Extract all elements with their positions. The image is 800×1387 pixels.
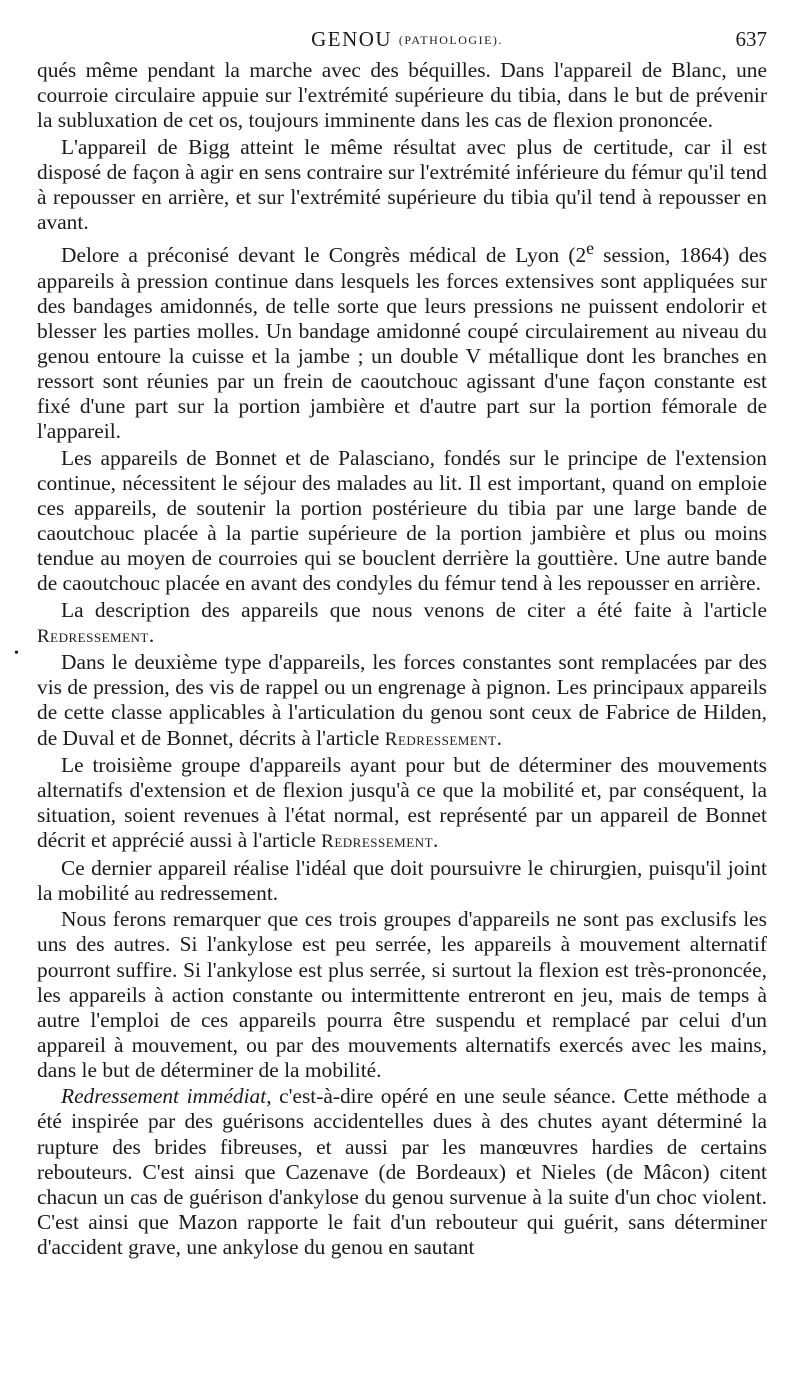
paragraph-9	[37, 907, 767, 1083]
superscript-e: e	[586, 238, 595, 259]
paragraph-text: session, 1864) des appareils à pression continue dans lesquels les forces extensives sont appliquées sur des bandages amidonnés, de telle sorte que leurs pressions ne puissent endolorir et blesser les parties molles. Un bandage amidonné coupé circulairement au niveau du genou entoure la cuisse et la jambe ; un double V métallique dont les branches en ressort sont réunies par un frein de caoutchouc agissant d'une façon constante est fixé d'une part sur la portion jambière et d'autre part sur la portion fémorale de l'appareil.	[37, 243, 767, 444]
paragraph-text: Les appareils de Bonnet et de Palasciano, fondés sur le principe de l'extension continue, nécessitent le séjour des malades au lit. Il est important, quand on emploie ces appareils, de soutenir la portion postérieure du tibia par une large bande de caoutchouc placée à la partie supérieure de la portion jambière et plus ou moins tendue au moyen de courroies qui se bouclent derrière la gouttière. Une autre bande de caoutchouc placée en avant des condyles du fémur tend à les repousser en arrière.	[37, 445, 767, 596]
paragraph-text: .	[433, 828, 439, 853]
paragraph-text: qués même pendant la marche avec des béquilles. Dans l'appareil de Blanc, une courroie circulaire appuie sur l'extrémité supérieure du tibia, dans le but de prévenir la subluxation de cet os, toujours imminente dans les cas de flexion prononcée.	[37, 58, 767, 133]
running-title-subtitle: (PATHOLOGIE).	[398, 33, 503, 47]
margin-mark: •	[14, 646, 19, 661]
page-number: 637	[735, 27, 767, 51]
paragraph-text: Le troisième groupe d'appareils ayant pour but de déterminer des mouvements alternatifs d'extension et de flexion jusqu'à ce que la mobilité et, par conséquent, la situation, soient revenues à l'état normal, est représenté par un appareil de Bonnet décrit et apprécié aussi à l'article	[37, 753, 767, 853]
page-header	[37, 0, 767, 58]
cross-reference: Redressement	[384, 728, 497, 750]
cross-reference: Redressement	[37, 625, 149, 647]
paragraph-1	[37, 58, 767, 133]
running-title-main: GENOU	[311, 27, 393, 51]
paragraph-3	[37, 236, 767, 444]
body-text	[37, 58, 767, 1260]
paragraph-2	[37, 135, 767, 235]
paragraph-8	[37, 856, 767, 906]
paragraph-10	[37, 1084, 767, 1260]
paragraph-text: .	[496, 725, 502, 750]
paragraph-text: , c'est-à-dire opéré en une seule séance. Cette méthode a été inspirée par des guérisons accidentelles dues à des chutes ayant déterminé la rupture des brides fibreuses, et aussi par les manœuvres hardies de certains rebouteurs. C'est ainsi que Cazenave (de Bordeaux) et Nieles (de Mâcon) citent chacun un cas de guérison d'ankylose du genou survenue à la suite d'un choc violent. C'est ainsi que Mazon rapporte le fait d'un rebouteur qui guérit, sans déterminer d'accident grave, une ankylose du genou en sautant	[37, 1084, 768, 1259]
paragraph-5	[37, 598, 767, 649]
paragraph-text: Dans le deuxième type d'appareils, les forces constantes sont remplacées par des vis de pression, des vis de rappel ou un engrenage à pignon. Les principaux appareils de cette classe applicables à l'articulation du genou sont ceux de Fabrice de Hilden, de Duval et de Bonnet, décrits à l'article	[37, 650, 767, 750]
running-title	[37, 27, 767, 52]
paragraph-7	[37, 753, 767, 854]
paragraph-6	[37, 650, 767, 751]
paragraph-text: Delore a préconisé devant le Congrès médical de Lyon (2	[61, 243, 587, 268]
paragraph-text: Ce dernier appareil réalise l'idéal que doit poursuivre le chirurgien, puisqu'il joint la mobilité au redressement.	[37, 855, 767, 905]
section-lead: Redressement immédiat	[61, 1084, 267, 1109]
paragraph-text: Nous ferons remarquer que ces trois groupes d'appareils ne sont pas exclusifs les uns des autres. Si l'ankylose est peu serrée, les appareils à mouvement alternatif pourront suffire. Si l'ankylose est plus serrée, si surtout la flexion est très-prononcée, les appareils à action constante ou intermittente entreront en jeu, mais de temps à autre l'emploi de ces appareils pourra être suspendu et remplacé par celui d'un appareil à mouvement, ou par des mouvements alternatifs exercés avec les mains, dans le but de déterminer de la mobilité.	[37, 907, 767, 1082]
paragraph-text: La description des appareils que nous venons de citer a été faite à l'article	[61, 597, 767, 622]
paragraph-text: L'appareil de Bigg atteint le même résultat avec plus de certitude, car il est disposé de façon à agir en sens contraire sur l'extrémité inférieure du fémur qu'il tend à repousser en arrière, et sur l'extrémité supérieure du tibia qu'il tend à repousser en avant.	[37, 134, 767, 234]
paragraph-4	[37, 446, 767, 597]
paragraph-text: .	[148, 622, 155, 647]
cross-reference: Redressement	[321, 831, 434, 853]
